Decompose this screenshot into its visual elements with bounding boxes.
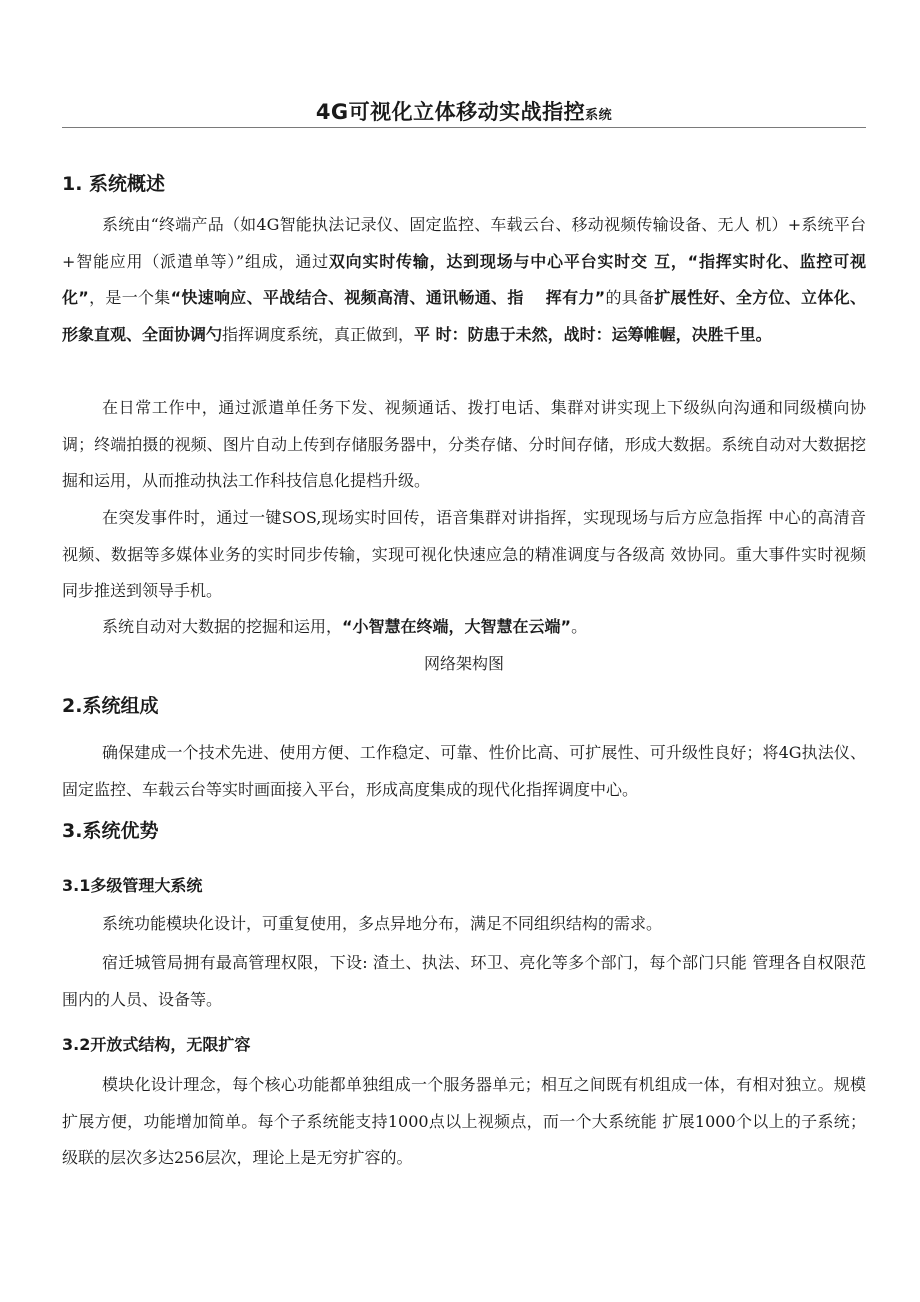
section-1-paragraph-1 [62,207,866,353]
s1-p1-bold-1: 双向实时传输，达到现场与中心平台实时交 互，“指挥实时化、监控可视化” [62,251,866,307]
s1-p4-bold-1: “小智慧在终端，大智慧在云端” [342,617,572,636]
s1-p1-bold-2: “快速响应、平战结合、视频高清、通讯畅通、指 挥有力” [170,288,606,307]
subsection-3-1-paragraph-2: 宿迁城管局拥有最高管理权限，下设: 渣土、执法、环卫、亮化等多个部门，每个部门只能 管理各自权限范围内的人员、设备等。 [62,953,866,1009]
s1-p4-text-1: 系统自动对大数据的挖掘和运用， [102,617,343,636]
s1-p1-bold-3: 扩展性好、全方位、立体化、形象直观、全面协调勺 [62,288,866,344]
s1-p1-text-1: 系统由“终端产品（如4G智能执法记录仪、固定监控、车载云台、移动视频传输设备、无人 机）+系统平台+智能应用（派遣单等）”组成，通过 [62,215,866,271]
subsection-3-2-heading: 3.2开放式结构，无限扩容 [62,1035,251,1054]
section-2-heading: 2.系统组成 [62,695,159,717]
subsection-3-2-paragraph-1: 模块化设计理念，每个核心功能都单独组成一个服务器单元；相互之间既有机组成一体，有相对独立。规模扩展方便，功能增加简单。每个子系统能支持1000点以上视频点，而一个大系统能 扩展1000个以上的子系统；级联的层次多达256层次，理论上是无穷扩容的。 [62,1075,866,1167]
section-3-heading: 3.系统优势 [62,820,159,842]
s1-p1-text-4: 指挥调度系统，真正做到， [222,324,415,344]
subsection-3-1-paragraph-1: 系统功能模块化设计，可重复使用，多点异地分布，满足不同组织结构的需求。 [102,914,663,933]
title-main: 4G可视化立体移动实战指控 [315,100,586,124]
section-1-heading: 1. 系统概述 [62,173,166,195]
s1-p1-bold-4: 平 时：防患于未然，战时：运筹帷幄，决胜千里。 [414,324,772,344]
title-suffix: 系统 [585,108,613,123]
document-title [62,98,866,130]
section-1-paragraph-3: 在突发事件时，通过一键SOS,现场实时回传，语音集群对讲指挥，实现现场与后方应急指挥 中心的高清音视频、数据等多媒体业务的实时同步传输，实现可视化快速应急的精准调度与各级高 效协同。重大事件实时视频同步推送到领导手机。 [62,508,866,600]
section-1-paragraph-4 [62,609,866,646]
s1-p4-text-2: 。 [571,617,588,636]
figure-caption: 网络架构图 [423,654,504,673]
s1-p1-text-2: ，是一个集 [88,288,171,307]
s1-p1-text-3: 的具备 [605,288,655,307]
title-underline [62,127,866,128]
section-2-paragraph-1: 确保建成一个技术先进、使用方便、工作稳定、可靠、性价比高、可扩展性、可升级性良好；将4G执法仪、固定监控、车载云台等实时画面接入平台，形成高度集成的现代化指挥调度中心。 [62,743,866,799]
subsection-3-1-heading: 3.1多级管理大系统 [62,876,203,895]
section-1-paragraph-2: 在日常工作中，通过派遣单任务下发、视频通话、拨打电话、集群对讲实现上下级纵向沟通和同级横向协调；终端拍摄的视频、图片自动上传到存储服务器中，分类存储、分时间存储，形成大数据。系统自动对大数据挖掘和运用，从而推动执法工作科技信息化提档升级。 [62,398,866,490]
